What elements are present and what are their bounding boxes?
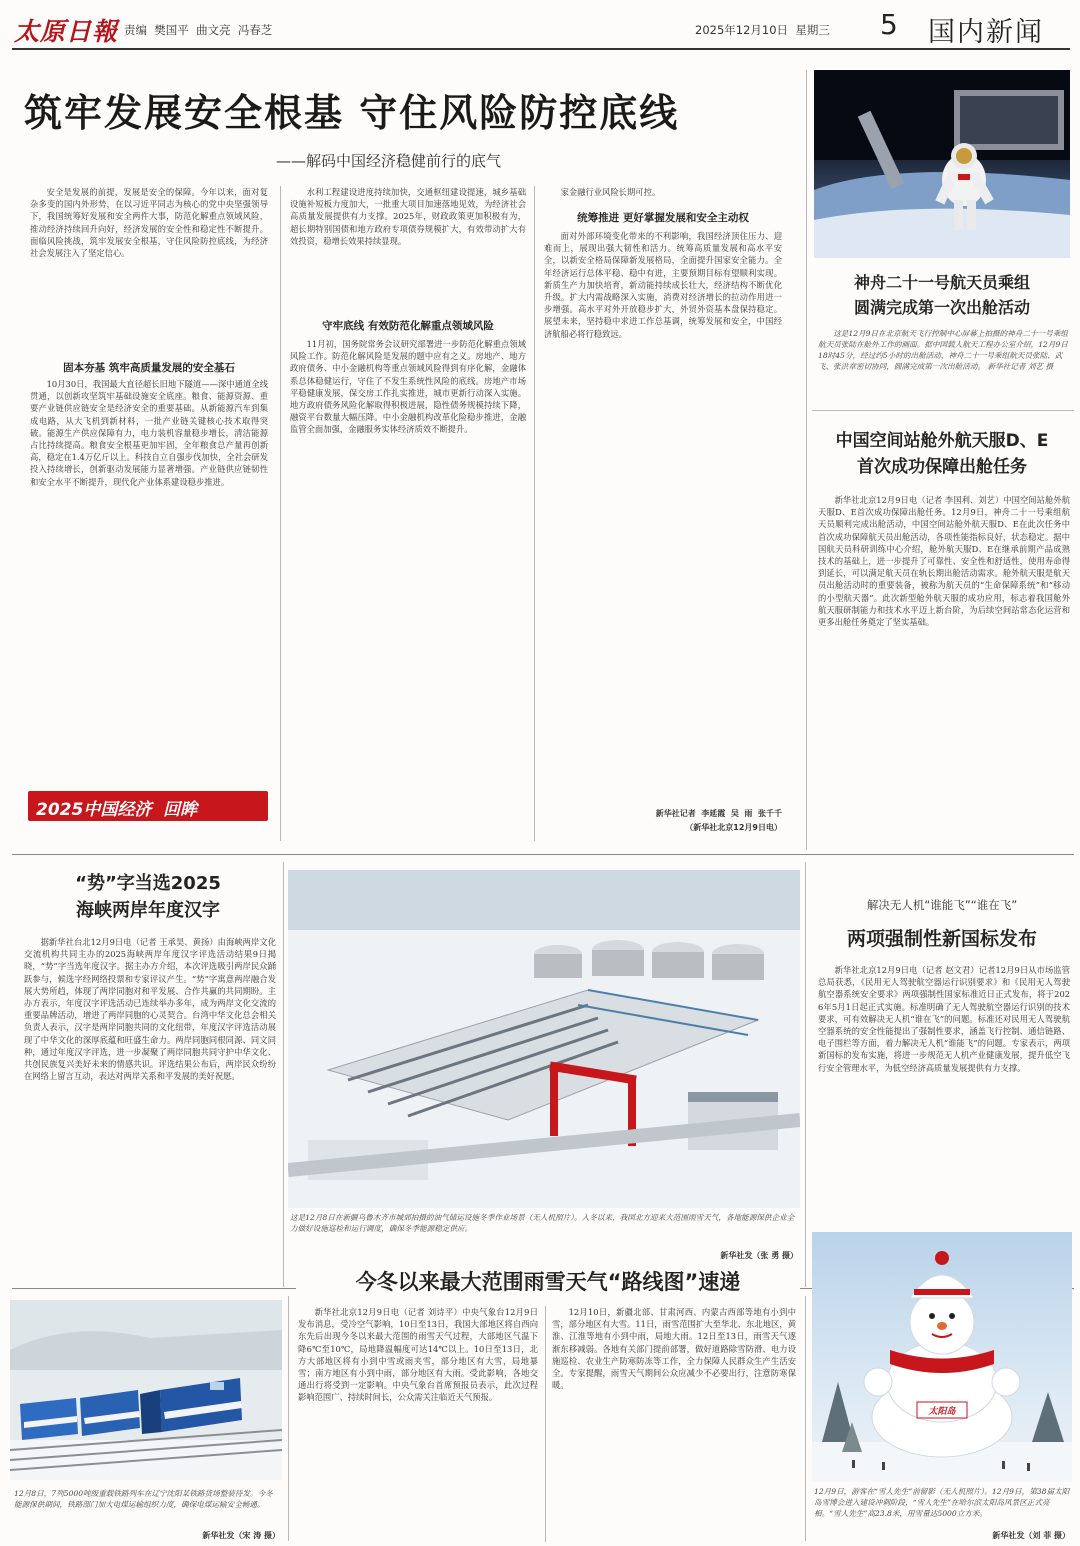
train-caption: 12月8日，7列5000吨级重载铁路列车在辽宁沈阳某铁路货场整装待发。今冬能源保供期间，铁路部门加大电煤运输组织力度，确保电煤运输安全畅通。	[14, 1489, 273, 1509]
spacewalk-photo	[814, 70, 1070, 258]
main-col2-subhead: 守牢底线 有效防范化解重点领域风险	[290, 318, 526, 333]
train-photo	[10, 1300, 282, 1480]
weather-headline: 今冬以来最大范围雨雪天气“路线图”速递	[296, 1262, 800, 1296]
masthead	[0, 0, 1080, 56]
issue-date: 2025年12月10日 星期三	[695, 23, 830, 37]
main-article	[0, 56, 805, 846]
column-rule	[805, 862, 806, 1287]
main-col2-text-2: 11月初，国务院常务会议研究部署进一步防范化解重点领域风险工作。防范化解风险是发展的题中应有之义。房地产、地方政府债务、中小金融机构等重点领域风险得到有序化解，金融体系总体稳健运行，守住了不发生系统性风险的底线。房地产市场平稳健康发展，保交房工作扎实推进，城市更新行动深入实施。地方政府债务风险化解取得积极进展，隐性债务规模持续下降，融资平台数量大幅压降。中小金融机构改革化险稳步推进，金融监管全面加强，金融服务实体经济质效不断提升。	[290, 339, 526, 435]
weather-col1: 新华社北京12月9日电（记者 刘诗平）中央气象台12月9日发布消息，受冷空气影响，10日至13日，我国大部地区将自西向东先后出现今冬以来最大范围的雨雪天气过程，大部地区气温下降6℃至10℃，局地降温幅度可达14℃以上。10日至13日，北方大部地区将有小到中雪或雨夹雪，部分地区有大雪，局地暴雪；南方地区有小到中雨，部分地区有大雨。受此影响，各地交通出行将受到一定影响。中央气象台首席预报员表示，此次过程影响范围广、持续时间长，公众需关注临近天气预报。	[298, 1307, 538, 1403]
snowman-sign-text: 太阳岛	[928, 1407, 956, 1417]
hanzi-headline: “势”字当选2025 海峡两岸年度汉字	[75, 873, 221, 921]
page-number: 5	[880, 8, 898, 41]
drone-headline: 两项强制性新国标发布	[846, 928, 1037, 950]
section-rule	[812, 410, 1074, 411]
column-rule	[283, 862, 284, 1287]
depot-caption: 这是12月8日在新疆乌鲁木齐市城郊拍摄的油气储运设施冬季作业场景（无人机照片）。入冬以来，我国北方迎来大范围雨雪天气，各地能源保供企业全力做好设施巡检和运行调度，确保冬季能源稳定供应。	[290, 1213, 795, 1233]
editors-line: 责编 樊国平 曲文亮 冯春芝	[124, 23, 273, 37]
column-rule	[545, 1306, 546, 1542]
main-col3-text-2: 面对外部环境变化带来的不利影响，我国经济顶住压力、迎难而上，展现出强大韧性和活力。统筹高质量发展和高水平安全，以新安全格局保障新发展格局，全面提升国家安全能力。全年经济运行总体平稳、稳中有进，主要预期目标有望顺利实现。新质生产力加快培育，新动能持续成长壮大，经济结构不断优化升级。扩大内需战略深入实施，消费对经济增长的拉动作用进一步增强。高水平对外开放稳步扩大，外贸外资基本盘保持稳定。展望未来，坚持稳中求进工作总基调，统筹发展和安全，中国经济航船必将行稳致远。	[544, 231, 782, 339]
spacewalk-headline: 神舟二十一号航天员乘组 圆满完成第一次出舱活动	[853, 273, 1030, 317]
main-col3-subhead: 统筹推进 更好掌握发展和安全主动权	[577, 212, 749, 224]
main-byline: 新华社记者 李延霞 吴 雨 张千千	[655, 809, 782, 818]
banner-label: 2025中国经济 回眸	[36, 800, 198, 820]
spacesuit-headline: 中国空间站舱外航天服D、E 首次成功保障出舱任务	[835, 431, 1049, 477]
snowman-caption: 12月9日，游客在“雪人先生”前留影（无人机照片）。12月9日，第38届太阳岛雪博会进入建设冲刺阶段，“雪人先生”在哈尔滨太阳岛风景区正式亮相。“雪人先生”高23.8米，用雪量达5000立方米。	[814, 1487, 1070, 1518]
right-column-rule	[806, 70, 807, 850]
spacewalk-caption: 这是12月9日在北京航天飞行控制中心屏幕上拍摄的神舟二十一号乘组航天员张陆在舱外工作的画面。据中国载人航天工程办公室介绍，12月9日18时45分，经过约5小时的出舱活动，神舟二十一号乘组航天员张陆、武飞、张洪章密切协同，圆满完成第一次出舱活动。 新华社记者 刘艺 摄	[818, 329, 1068, 371]
section-title: 国内新闻	[928, 17, 1044, 48]
main-col1-text-2: 10月30日，我国最大直径超长旧地下隧道——深中通道全线贯通，以创新攻坚筑牢基础设施安全底座。粮食、能源资源、重要产业链供应链安全是经济安全的重要基础。从新能源汽车到集成电路，从大飞机到新材料，一批产业链关键核心技术取得突破。能源生产供应保障有力，电力装机容量稳步增长，清洁能源占比持续提高。粮食安全根基更加牢固，全年粮食总产量再创新高，稳定在1.4万亿斤以上。科技自立自强步伐加快，全社会研发投入持续增长，创新驱动发展能力显著增强。产业链供应链韧性和安全水平不断提升，现代化产业体系建设稳步推进。	[30, 379, 268, 487]
main-col3-text-1: 家金融行业风险长期可控。	[560, 187, 661, 197]
newspaper-logo: 太原日報	[14, 17, 119, 46]
depot-credit: 新华社发（张 勇 摄）	[720, 1251, 798, 1260]
drone-kicker: 解决无人机“谁能飞”“谁在飞”	[866, 898, 1018, 912]
main-col1-text-1: 安全是发展的前提，发展是安全的保障。今年以来，面对复杂多变的国内外形势，在以习近平同志为核心的党中央坚强领导下，我国统筹好发展和安全两件大事，防范化解重点领域风险，推动经济持续回升向好，经济发展的安全性和稳定性不断提升。面临风险挑战，筑牢发展安全根基，守住风险防控底线，为经济社会发展注入了坚定信心。	[30, 187, 268, 259]
main-headline: 筑牢发展安全根基 守住风险防控底线	[24, 91, 680, 135]
main-subtitle: ——解码中国经济稳健前行的底气	[276, 152, 502, 170]
year-review-banner	[28, 791, 268, 821]
train-credit: 新华社发（宋 涛 摄）	[202, 1531, 280, 1540]
drone-body: 新华社北京12月9日电（记者 赵文君）记者12月9日从市场监管总局获悉，《民用无人驾驶航空器运行识别要求》和《民用无人驾驶航空器系统安全要求》两项强制性国家标准近日正式发布，将于2026年5月1日起正式实施。标准明确了无人驾驶航空器运行识别的技术要求，可有效解决无人机“谁在飞”的问题。标准还对民用无人驾驶航空器系统的安全性能提出了强制性要求，涵盖飞行控制、通信链路、电子围栏等方面，着力解决无人机“谁能飞”的问题。专家表示，两项新国标的发布实施，将进一步规范无人机产业健康发展，提升低空飞行安全管理水平，为低空经济高质量发展提供有力支撑。	[818, 965, 1070, 1073]
weather-col2: 12月10日，新疆北部、甘肃河西、内蒙古西部等地有小到中雪，部分地区有大雪。11日，雨雪范围扩大至华北、东北地区，黄淮、江淮等地有小到中雨，局地大雨。12日至13日，雨雪天气逐渐东移减弱。各地有关部门提前部署，做好道路除雪防滑、电力设施巡检、农业生产防寒防冻等工作，全力保障人民群众生产生活安全。专家提醒，雨雪天气期间公众应减少不必要出行，注意防寒保暖。	[552, 1307, 796, 1391]
column-rule	[534, 186, 535, 841]
hanzi-body: 据新华社台北12月9日电（记者 王承昊、黄扬）由海峡两岸文化交流机构共同主办的2025海峡两岸年度汉字评选活动结果9日揭晓，“势”字当选年度汉字。据主办方介绍，本次评选吸引两岸民众踊跃参与，候选字经网络投票和专家评议产生。“势”字寓意两岸融合发展大势所趋，体现了两岸同胞对和平发展、合作共赢的共同期盼。主办方表示，年度汉字评选活动已连续举办多年，成为两岸文化交流的重要品牌活动，增进了两岸同胞的心灵契合。台湾中华文化总会相关负责人表示，汉字是两岸同胞共同的文化纽带，年度汉字评选活动展现了中华文化的深厚底蕴和旺盛生命力。两岸同胞同根同源、同文同种，通过年度汉字评选，进一步凝聚了两岸同胞共同守护中华文化、共创民族复兴美好未来的情感共识。评选结果公布后，两岸民众纷纷在网络上留言互动，表达对两岸关系和平发展的美好祝愿。	[24, 937, 276, 1082]
masthead-rule	[12, 48, 1070, 50]
snowman-photo	[812, 1232, 1072, 1482]
column-rule	[805, 1296, 806, 1541]
snowman-credit: 新华社发（刘 菲 摄）	[992, 1531, 1070, 1540]
train-illustration	[10, 1300, 282, 1480]
snowman-illustration	[812, 1232, 1072, 1482]
column-rule	[288, 1296, 289, 1541]
main-col1-subhead: 固本夯基 筑牢高质量发展的安全基石	[63, 362, 235, 374]
main-col2-text-1: 水利工程建设进度持续加快，交通枢纽建设提速，城乡基础设施补短板力度加大，一批重大项目加速落地见效，为经济社会高质量发展提供有力支撑。2025年，财政政策更加积极有为，超长期特别国债和地方政府专项债券规模扩大，有效带动扩大有效投资，稳增长效果持续显现。	[290, 187, 526, 246]
column-rule	[280, 186, 281, 841]
section-rule	[12, 854, 1074, 855]
astronaut-illustration	[814, 70, 1070, 258]
main-dateline: （新华社北京12月9日电）	[685, 823, 782, 832]
spacesuit-body: 新华社北京12月9日电（记者 李国利、刘艺）中国空间站舱外航天服D、E首次成功保障出舱任务。12月9日，神舟二十一号乘组航天员顺利完成出舱活动，中国空间站舱外航天服D、E在此次任务中首次成功保障航天员出舱活动，各项性能指标良好，状态稳定。据中国航天员科研训练中心介绍，舱外航天服D、E在继承前期产品成熟技术的基础上，进一步提升了可靠性、安全性和舒适性，使用寿命得到延长，可以满足航天员在轨长期出舱活动需求。舱外航天服是航天员出舱活动时的重要装备，被称为航天员的“生命保障系统”和“移动的小型航天器”。此次新型舱外航天服的成功应用，标志着我国舱外航天服研制能力和技术水平迈上新台阶，为后续空间站常态化运营和更多出舱任务奠定了坚实基础。	[818, 495, 1070, 628]
depot-photo	[288, 870, 800, 1208]
depot-illustration	[288, 870, 800, 1208]
